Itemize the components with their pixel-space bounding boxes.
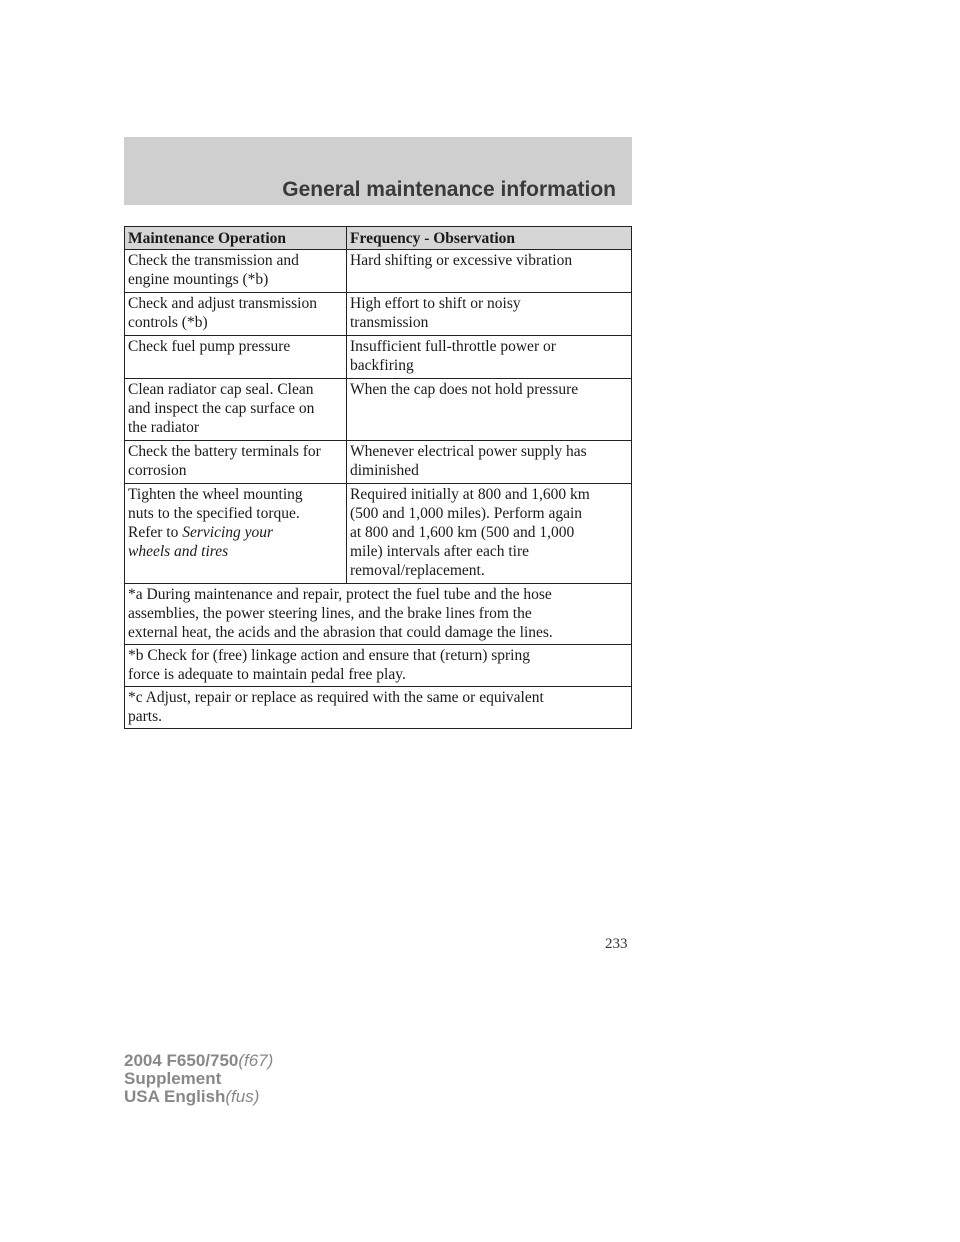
table-row <box>125 379 632 441</box>
note-a: *a During maintenance and repair, protect the fuel tube and the hose assemblies, the power steering lines, and the brake lines from the external heat, the acids and the abrasion that could damage the lines. <box>125 584 632 645</box>
maintenance-table <box>124 226 632 729</box>
section-header-band <box>124 137 632 205</box>
table-row <box>125 484 632 584</box>
footer-model-line: 2004 F650/750(f67) <box>124 1051 274 1070</box>
table-row <box>125 250 632 293</box>
frequency-cell: Hard shifting or excessive vibration <box>347 250 632 293</box>
table-note-row <box>125 645 632 687</box>
frequency-cell: Insufficient full-throttle power or backfiring <box>347 336 632 379</box>
operation-cell: Check the transmission and engine mountings (*b) <box>125 250 347 293</box>
table-row <box>125 293 632 336</box>
footer-supplement-line: Supplement <box>124 1069 222 1088</box>
operation-cell: Check the battery terminals for corrosion <box>125 441 347 484</box>
cross-reference-link: Servicing your <box>182 524 274 541</box>
operation-cell: Check fuel pump pressure <box>125 336 347 379</box>
operation-cell: Clean radiator cap seal. Clean and inspect the cap surface on the radiator <box>125 379 347 441</box>
section-title: General maintenance information <box>282 178 616 201</box>
note-b: *b Check for (free) linkage action and ensure that (return) spring force is adequate to maintain pedal free play. <box>125 645 632 687</box>
frequency-cell: High effort to shift or noisy transmission <box>347 293 632 336</box>
column-header-frequency: Frequency - Observation <box>347 227 632 250</box>
page-number: 233 <box>605 936 628 952</box>
frequency-cell: Whenever electrical power supply has diminished <box>347 441 632 484</box>
frequency-cell: Required initially at 800 and 1,600 km (500 and 1,000 miles). Perform again at 800 and 1,600 km (500 and 1,000 mile) intervals after each tire removal/replacement. <box>347 484 632 584</box>
document-footer <box>124 1052 273 1106</box>
operation-cell: Check and adjust transmission controls (*b) <box>125 293 347 336</box>
frequency-cell: When the cap does not hold pressure <box>347 379 632 441</box>
table-note-row <box>125 687 632 729</box>
table-row <box>125 441 632 484</box>
note-c: *c Adjust, repair or replace as required with the same or equivalent parts. <box>125 687 632 729</box>
cross-reference-link-cont: wheels and tires <box>128 543 229 560</box>
footer-language-line: USA English(fus) <box>124 1087 260 1106</box>
table-note-row <box>125 584 632 645</box>
table-row <box>125 336 632 379</box>
table-header-row <box>125 227 632 250</box>
operation-cell: Tighten the wheel mounting nuts to the specified torque. Refer to Servicing your wheels and tires <box>125 484 347 584</box>
column-header-operation: Maintenance Operation <box>125 227 347 250</box>
